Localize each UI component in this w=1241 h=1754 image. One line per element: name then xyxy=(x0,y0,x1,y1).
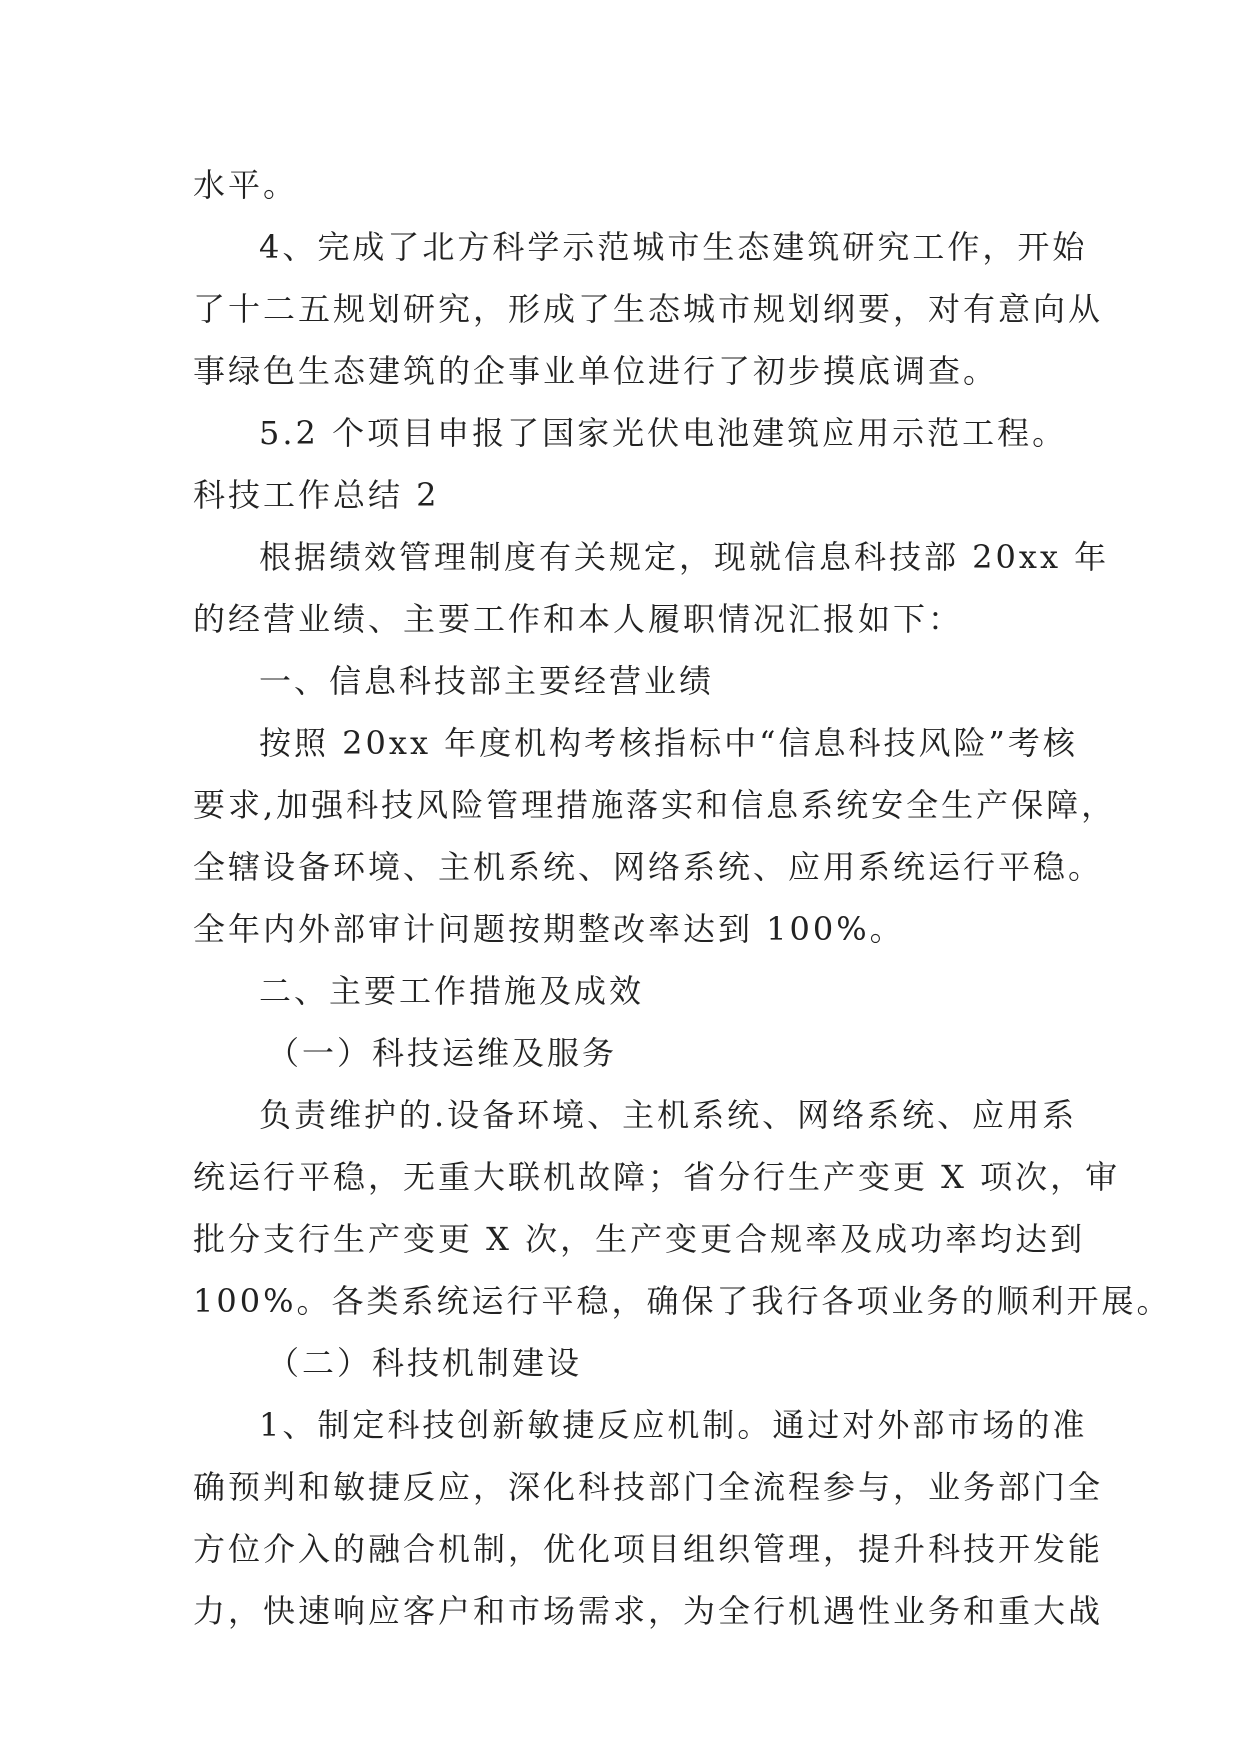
text-line: 水平。 xyxy=(193,166,299,204)
section-title: 科技工作总结 2 xyxy=(193,476,440,514)
text-line: 5.2 个项目申报了国家光伏电池建筑应用示范工程。 xyxy=(259,414,1068,452)
text-line: 批分支行生产变更 X 次，生产变更合规率及成功率均达到 xyxy=(193,1220,1086,1258)
text-line: 了十二五规划研究，形成了生态城市规划纲要，对有意向从 xyxy=(193,290,1104,328)
text-line: 方位介入的融合机制，优化项目组织管理，提升科技开发能 xyxy=(193,1530,1104,1568)
text-line: 确预判和敏捷反应，深化科技部门全流程参与，业务部门全 xyxy=(193,1468,1104,1506)
text-line: 按照 20xx 年度机构考核指标中“信息科技风险”考核 xyxy=(259,724,1078,762)
text-line: 根据绩效管理制度有关规定，现就信息科技部 20xx 年 xyxy=(259,538,1110,576)
text-line: 力，快速响应客户和市场需求，为全行机遇性业务和重大战 xyxy=(193,1592,1104,1630)
text-line: 统运行平稳，无重大联机故障；省分行生产变更 X 项次，审 xyxy=(193,1158,1121,1196)
text-line: 全辖设备环境、主机系统、网络系统、应用系统运行平稳。 xyxy=(193,848,1104,886)
text-line: 100%。各类系统运行平稳，确保了我行各项业务的顺利开展。 xyxy=(193,1282,1172,1320)
text-line: 全年内外部审计问题按期整改率达到 100%。 xyxy=(193,910,905,948)
subheading-line: （一）科技运维及服务 xyxy=(267,1034,618,1072)
text-line: 负责维护的.设备环境、主机系统、网络系统、应用系 xyxy=(259,1096,1078,1134)
text-line: 事绿色生态建筑的企事业单位进行了初步摸底调查。 xyxy=(193,352,999,390)
text-line: 1、制定科技创新敏捷反应机制。通过对外部市场的准 xyxy=(259,1406,1088,1444)
heading-line: 一、信息科技部主要经营业绩 xyxy=(259,662,715,700)
heading-line: 二、主要工作措施及成效 xyxy=(259,972,645,1010)
subheading-line: （二）科技机制建设 xyxy=(267,1344,583,1382)
text-line: 的经营业绩、主要工作和本人履职情况汇报如下： xyxy=(193,600,964,638)
document-body xyxy=(193,154,1172,1642)
text-line: 4、完成了北方科学示范城市生态建筑研究工作，开始 xyxy=(259,228,1088,266)
text-line: 要求,加强科技风险管理措施落实和信息系统安全生产保障， xyxy=(193,786,1117,824)
